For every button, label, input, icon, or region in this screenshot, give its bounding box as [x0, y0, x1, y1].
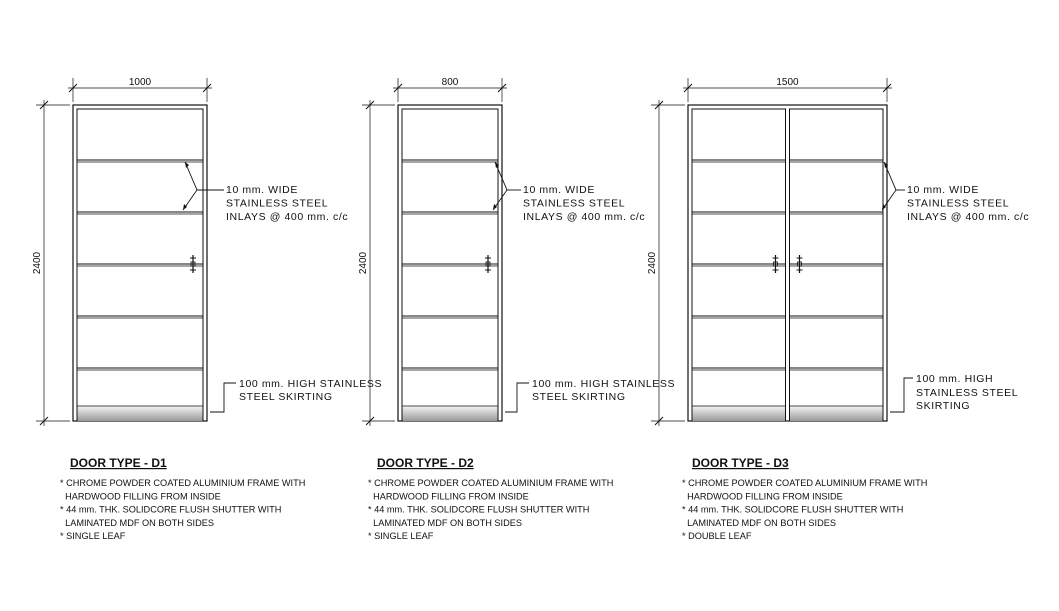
inlay-note: [523, 184, 645, 223]
door-leaf-2: [790, 109, 884, 421]
spec-line: HARDWOOD FILLING FROM INSIDE: [368, 491, 529, 502]
width-dimension: [683, 77, 892, 102]
spec-line: LAMINATED MDF ON BOTH SIDES: [60, 517, 214, 528]
skirting-band: [693, 406, 786, 421]
spec-line: LAMINATED MDF ON BOTH SIDES: [682, 517, 836, 528]
door-1-specification: [60, 456, 305, 541]
inlay-note-line: 10 mm. WIDE: [226, 184, 298, 196]
skirting-band: [78, 406, 203, 421]
inlay-note-line: INLAYS @ 400 mm. c/c: [226, 211, 349, 223]
spec-line: HARDWOOD FILLING FROM INSIDE: [60, 491, 221, 502]
inlay-note-line: STAINLESS STEEL: [907, 197, 1010, 210]
spec-line: * SINGLE LEAF: [60, 531, 126, 542]
spec-line: LAMINATED MDF ON BOTH SIDES: [368, 517, 522, 528]
spec-line: * 44 mm. THK. SOLIDCORE FLUSH SHUTTER WITH: [682, 504, 904, 515]
door-3-specification: [682, 456, 927, 541]
width-label: 1500: [776, 77, 799, 88]
door-title: DOOR TYPE - D2: [377, 456, 474, 470]
inlay-leader: [493, 162, 521, 210]
skirting-leader: [890, 378, 913, 412]
height-label: 2400: [32, 251, 43, 275]
skirting-leader: [210, 383, 236, 412]
skirting-note-line: STEEL SKIRTING: [239, 391, 333, 403]
skirting-note-line: STEEL SKIRTING: [532, 391, 626, 403]
door-leaf-1: [402, 109, 498, 421]
spec-line: * 44 mm. THK. SOLIDCORE FLUSH SHUTTER WITH: [368, 504, 590, 515]
inlay-note: [907, 184, 1029, 223]
width-dimension: [393, 77, 507, 102]
leaf-outline: [790, 109, 884, 421]
skirting-band: [403, 406, 498, 421]
door-frame-outer: [688, 105, 887, 421]
door-handle: [485, 255, 491, 273]
door-3: [647, 77, 1029, 426]
door-handle: [773, 255, 779, 273]
spec-line: * SINGLE LEAF: [368, 531, 434, 542]
skirting-note: [916, 373, 1018, 412]
door-frame-outer: [73, 105, 207, 421]
width-label: 1000: [128, 77, 152, 88]
leaf-outline: [77, 109, 203, 421]
door-handle: [190, 255, 196, 273]
skirting-note-line: STAINLESS STEEL: [916, 387, 1019, 399]
door-leaf-1: [692, 109, 786, 421]
spec-line: * CHROME POWDER COATED ALUMINIUM FRAME WITH: [682, 478, 928, 488]
height-label: 2400: [358, 251, 369, 275]
spec-line: HARDWOOD FILLING FROM INSIDE: [682, 491, 843, 502]
door-2: [358, 77, 675, 426]
door-2-specification: [368, 456, 613, 541]
spec-line: * 44 mm. THK. SOLIDCORE FLUSH SHUTTER WITH: [60, 504, 282, 515]
inlay-leader: [882, 162, 905, 210]
skirting-note-line: 100 mm. HIGH: [916, 373, 994, 385]
width-label: 800: [441, 77, 459, 88]
skirting-note-line: SKIRTING: [916, 400, 971, 412]
spec-line: * DOUBLE LEAF: [682, 531, 752, 542]
door-title: DOOR TYPE - D3: [692, 456, 789, 470]
inlay-note: [226, 184, 348, 223]
door-title: DOOR TYPE - D1: [70, 456, 167, 470]
door-handle: [797, 255, 803, 273]
inlay-note-line: STAINLESS STEEL: [523, 197, 626, 210]
leaf-outline: [402, 109, 498, 421]
inlay-note-line: INLAYS @ 400 mm. c/c: [523, 211, 646, 223]
skirting-band: [790, 406, 883, 421]
height-dimension: [32, 100, 70, 426]
inlay-note-line: INLAYS @ 400 mm. c/c: [907, 211, 1030, 223]
inlay-note-line: STAINLESS STEEL: [226, 197, 329, 210]
width-dimension: [68, 77, 212, 102]
door-leaf-1: [77, 109, 203, 421]
inlay-note-line: 10 mm. WIDE: [523, 184, 595, 196]
skirting-note: [532, 378, 675, 403]
inlay-note-line: 10 mm. WIDE: [907, 184, 979, 196]
height-label: 2400: [647, 251, 658, 275]
skirting-note-line: 100 mm. HIGH STAINLESS: [532, 378, 676, 390]
skirting-leader: [505, 383, 529, 412]
leaf-outline: [692, 109, 786, 421]
door-1: [32, 77, 382, 426]
skirting-note: [239, 378, 382, 403]
spec-line: * CHROME POWDER COATED ALUMINIUM FRAME WITH: [60, 478, 306, 488]
skirting-note-line: 100 mm. HIGH STAINLESS: [239, 378, 383, 390]
spec-line: * CHROME POWDER COATED ALUMINIUM FRAME WITH: [368, 478, 614, 488]
